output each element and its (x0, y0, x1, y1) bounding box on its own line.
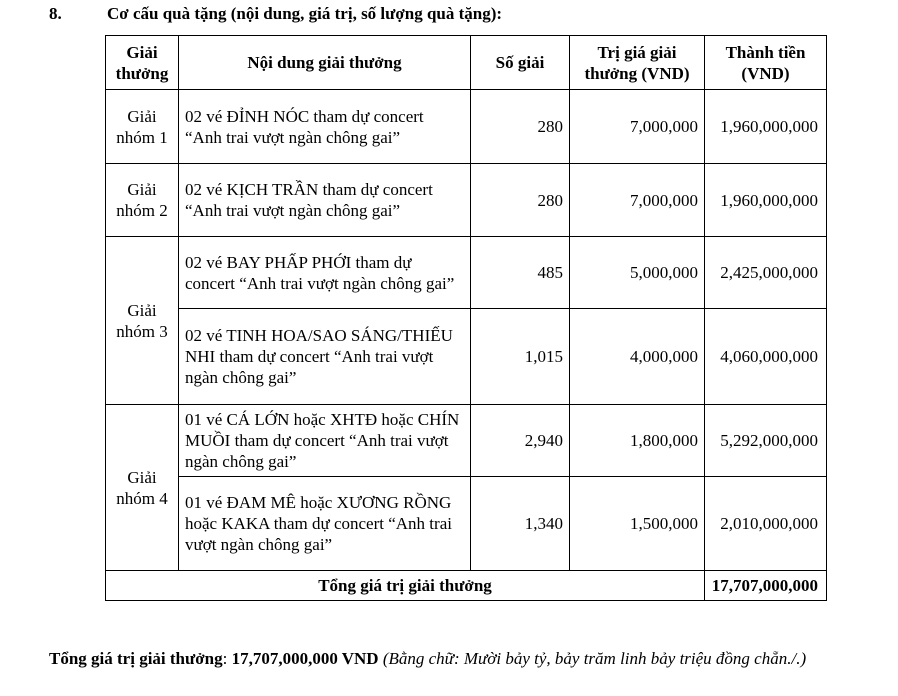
table-row (106, 90, 827, 164)
table-row (106, 237, 827, 309)
table-row (106, 164, 827, 237)
prize-count: 485 (471, 237, 570, 309)
prize-count: 2,940 (471, 405, 570, 477)
prize-content: 02 vé BAY PHẤP PHỚI tham dự concert “Anh trai vượt ngàn chông gai” (179, 237, 471, 309)
table-sum-row (106, 571, 827, 601)
prize-value: 7,000,000 (570, 90, 705, 164)
prize-count: 1,015 (471, 309, 570, 405)
prize-content: 02 vé TINH HOA/SAO SÁNG/THIẾU NHI tham dự concert “Anh trai vượt ngàn chông gai” (179, 309, 471, 405)
group-cell: Giải nhóm 4 (106, 405, 179, 571)
total-summary (49, 645, 839, 672)
table-row (106, 405, 827, 477)
summary-amount: 17,707,000,000 VND (231, 649, 379, 668)
section-title: Cơ cấu quà tặng (nội dung, giá trị, số lượng quà tặng): (107, 4, 503, 23)
header-count: Số giải (471, 36, 570, 90)
header-value: Trị giá giải thưởng (VND) (570, 36, 705, 90)
table-row (106, 477, 827, 571)
group-cell: Giải nhóm 2 (106, 164, 179, 237)
section-heading (49, 4, 502, 24)
prize-content: 02 vé KỊCH TRẦN tham dự concert “Anh trai vượt ngàn chông gai” (179, 164, 471, 237)
prize-content: 01 vé ĐAM MÊ hoặc XƯƠNG RỒNG hoặc KAKA tham dự concert “Anh trai vượt ngàn chông gai” (179, 477, 471, 571)
prize-count: 280 (471, 90, 570, 164)
header-content: Nội dung giải thưởng (179, 36, 471, 90)
header-total: Thành tiền (VND) (705, 36, 827, 90)
table-header-row (106, 36, 827, 90)
sum-total: 17,707,000,000 (705, 571, 827, 601)
summary-label: Tổng giá trị giải thưởng (49, 649, 223, 668)
prize-value: 5,000,000 (570, 237, 705, 309)
group-cell: Giải nhóm 1 (106, 90, 179, 164)
header-group: Giải thưởng (106, 36, 179, 90)
prize-total: 2,010,000,000 (705, 477, 827, 571)
prize-total: 1,960,000,000 (705, 164, 827, 237)
prize-value: 7,000,000 (570, 164, 705, 237)
prize-table (105, 35, 827, 601)
sum-label: Tổng giá trị giải thưởng (106, 571, 705, 601)
table-row (106, 309, 827, 405)
prize-total: 2,425,000,000 (705, 237, 827, 309)
prize-count: 280 (471, 164, 570, 237)
prize-value: 4,000,000 (570, 309, 705, 405)
group-cell: Giải nhóm 3 (106, 237, 179, 405)
prize-total: 4,060,000,000 (705, 309, 827, 405)
summary-colon: : (222, 649, 232, 668)
prize-content: 02 vé ĐỈNH NÓC tham dự concert “Anh trai vượt ngàn chông gai” (179, 90, 471, 164)
prize-total: 5,292,000,000 (705, 405, 827, 477)
prize-content: 01 vé CÁ LỚN hoặc XHTĐ hoặc CHÍN MUỒI tham dự concert “Anh trai vượt ngàn chông gai” (179, 405, 471, 477)
prize-value: 1,800,000 (570, 405, 705, 477)
prize-count: 1,340 (471, 477, 570, 571)
section-number: 8. (49, 4, 62, 23)
prize-total: 1,960,000,000 (705, 90, 827, 164)
prize-value: 1,500,000 (570, 477, 705, 571)
summary-in-words: (Bằng chữ: Mười bảy tỷ, bảy trăm linh bảy triệu đồng chẵn./.) (382, 649, 807, 668)
